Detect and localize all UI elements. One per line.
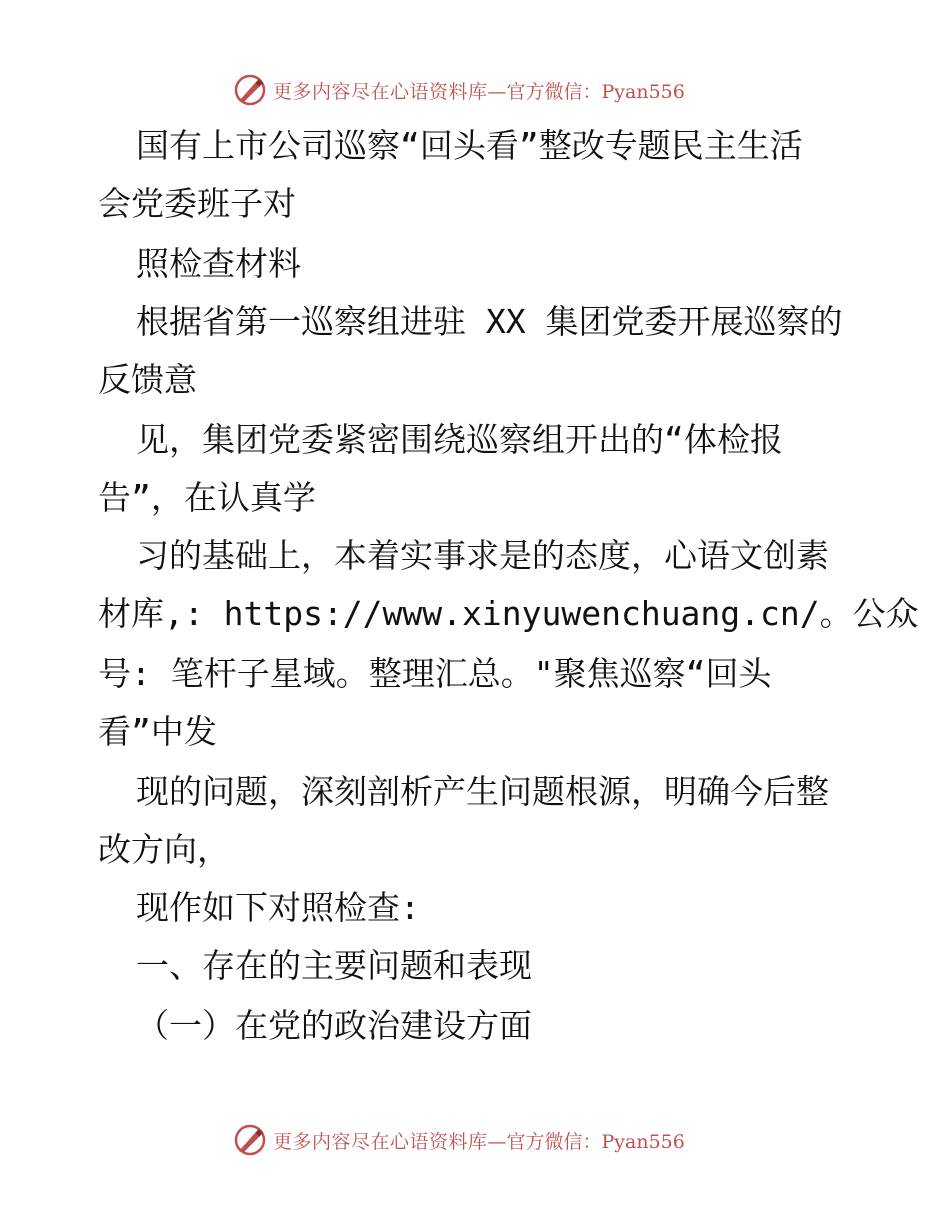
doc-line-9: 材库,: https://www.xinyuwenchuang.cn/。公众 <box>98 594 919 633</box>
header-banner-text: 更多内容尽在心语资料库 <box>273 80 488 103</box>
pen-logo-icon <box>233 73 267 107</box>
doc-line-12: 现的问题，深刻剖析产生问题根源，明确今后整 <box>136 772 829 811</box>
doc-line-10: 号: 笔杆子星域。整理汇总。"聚焦巡察“回头 <box>98 654 772 693</box>
doc-line-15: 一、存在的主要问题和表现 <box>136 946 532 985</box>
header-banner-contact: —官方微信：Pyan556 <box>487 80 685 103</box>
footer-banner-text: 更多内容尽在心语资料库 <box>273 1130 488 1153</box>
doc-line-11: 看”中发 <box>98 712 217 751</box>
doc-line-8: 习的基础上，本着实事求是的态度，心语文创素 <box>136 536 829 575</box>
doc-line-5: 反馈意 <box>98 360 197 399</box>
doc-line-4: 根据省第一巡察组进驻 XX 集团党委开展巡察的 <box>136 302 843 341</box>
doc-section-heading: （一）在党的政治建设方面 <box>136 1006 532 1045</box>
doc-line-6: 见，集团党委紧密围绕巡察组开出的“体检报 <box>136 420 783 459</box>
pen-logo-icon <box>233 1123 267 1157</box>
doc-line-7: 告”，在认真学 <box>98 478 316 517</box>
doc-line-3: 照检查材料 <box>136 244 301 283</box>
footer-banner <box>233 1120 713 1160</box>
footer-banner-contact: —官方微信：Pyan556 <box>487 1130 685 1153</box>
doc-line-13: 改方向， <box>98 830 230 869</box>
doc-line-14: 现作如下对照检查: <box>136 888 420 927</box>
header-banner <box>233 70 713 110</box>
doc-line-1: 国有上市公司巡察“回头看”整改专题民主生活 <box>136 126 803 165</box>
doc-line-2: 会党委班子对 <box>98 184 296 223</box>
